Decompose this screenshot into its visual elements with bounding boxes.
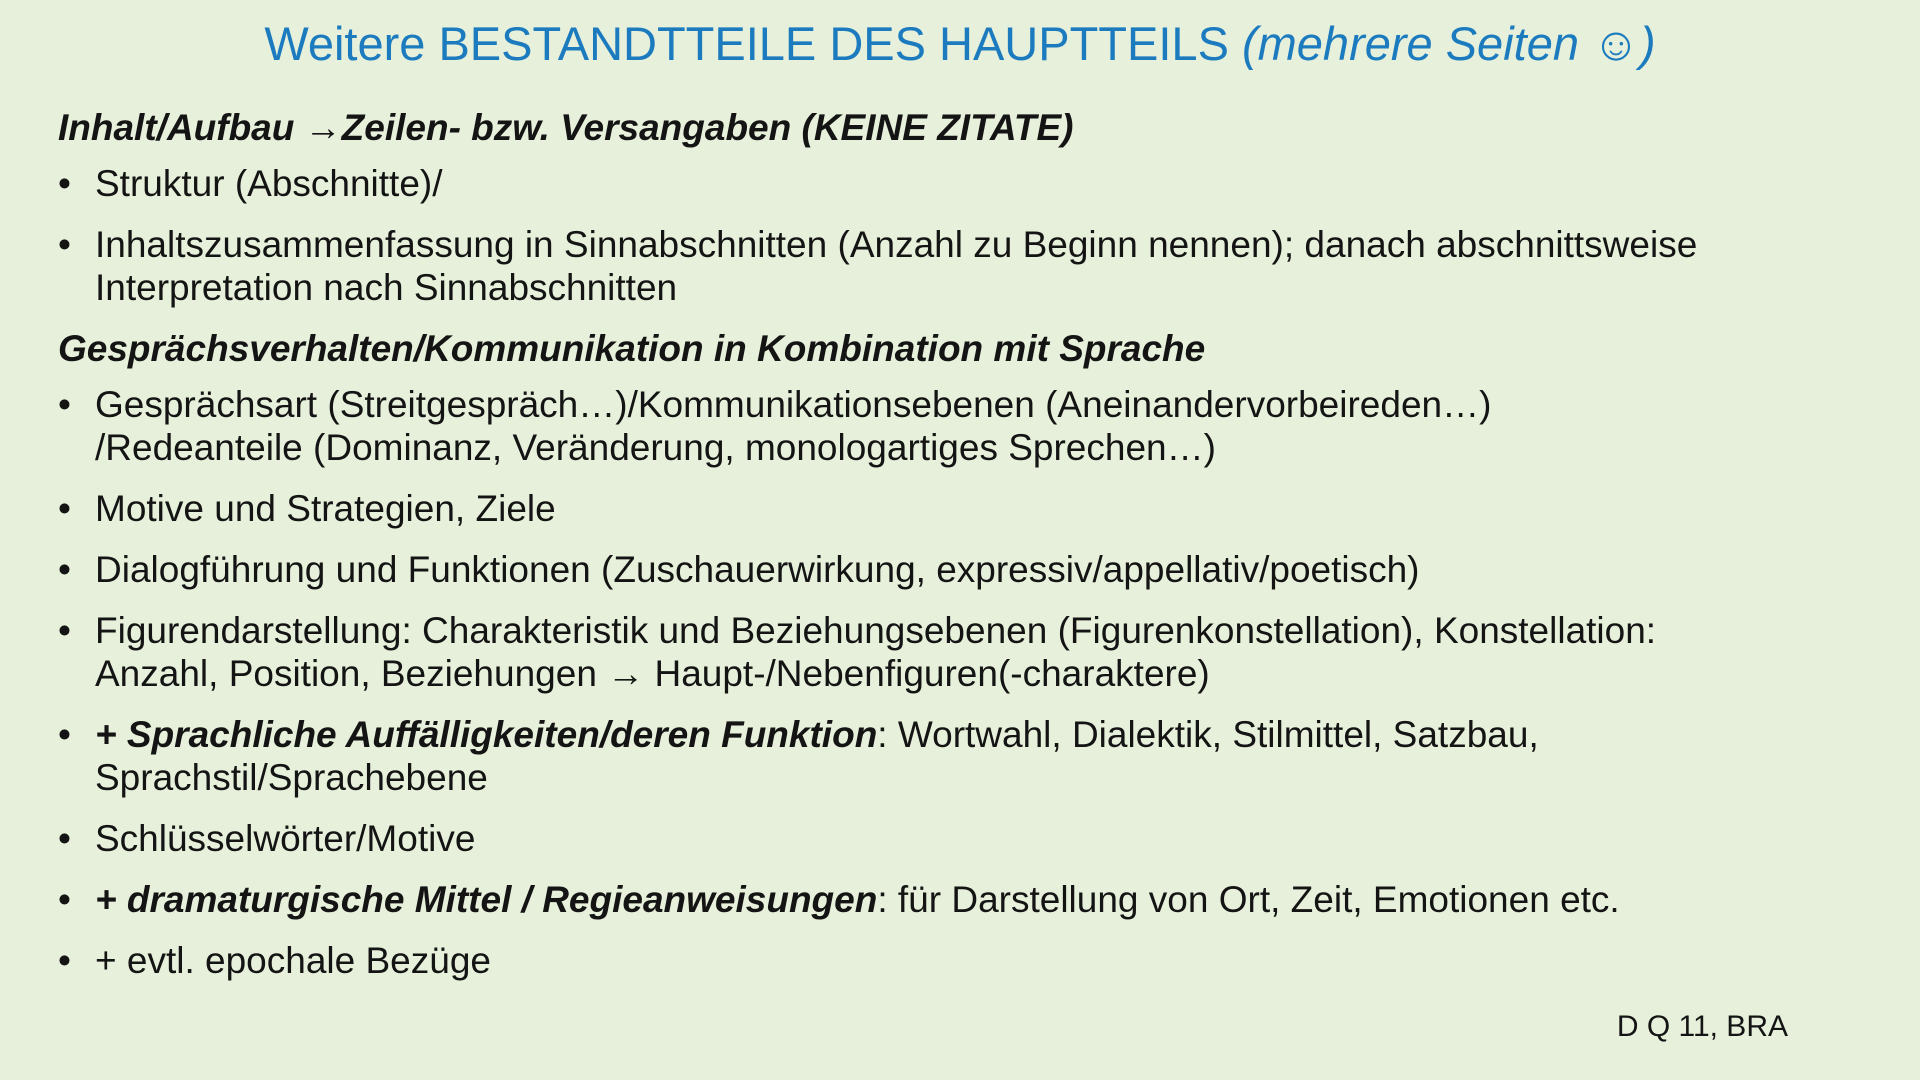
title-main: Weitere BESTANDTTEILE DES HAUPTTEILS bbox=[264, 17, 1229, 70]
bullet-icon: • bbox=[58, 163, 71, 204]
bullet-icon: • bbox=[58, 549, 71, 590]
title-subtitle: (mehrere Seiten ☺) bbox=[1241, 17, 1656, 70]
bullet-icon: • bbox=[58, 224, 71, 265]
list-item: • Inhaltszusammenfassung in Sinnabschnitten (Anzahl zu Beginn nennen); danach abschnittsweise Interpretation nach Sinnabschnitten bbox=[58, 224, 1698, 308]
arrow-icon: → bbox=[304, 107, 342, 148]
list-item: • + dramaturgische Mittel / Regieanweisungen: für Darstellung von Ort, Zeit, Emotionen etc. bbox=[58, 879, 1620, 920]
bullet-list-gespraech bbox=[58, 383, 1868, 982]
footer-label: D Q 11, BRA bbox=[1616, 1010, 1788, 1043]
list-item: • Gesprächsart (Streitgespräch…)/Kommunikationsebenen (Aneinandervorbeireden…) /Redeanteile (Dominanz, Veränderung, monologartiges Sprechen…) bbox=[58, 384, 1492, 468]
section-heading-inhalt: Inhalt/Aufbau →Zeilen- bzw. Versangaben (KEINE ZITATE) bbox=[58, 107, 1074, 148]
list-item: • Struktur (Abschnitte)/ bbox=[58, 163, 443, 204]
list-item: • Figurendarstellung: Charakteristik und Beziehungsebenen (Figurenkonstellation), Konstellation: Anzahl, Position, Beziehungen → Haupt-/Nebenfiguren(-charaktere) bbox=[58, 610, 1657, 694]
bullet-icon: • bbox=[58, 818, 71, 859]
bullet-icon: • bbox=[58, 879, 71, 920]
bullet-list-inhalt bbox=[58, 162, 1868, 309]
bullet-icon: • bbox=[58, 714, 71, 755]
bullet-icon: • bbox=[58, 940, 71, 981]
list-item: • Motive und Strategien, Ziele bbox=[58, 488, 556, 529]
bullet-icon: • bbox=[58, 488, 71, 529]
arrow-icon: → bbox=[607, 653, 645, 694]
list-item: • + evtl. epochale Bezüge bbox=[58, 940, 491, 981]
bullet-icon: • bbox=[58, 610, 71, 651]
list-item: • Schlüsselwörter/Motive bbox=[58, 818, 476, 859]
slide-title bbox=[0, 16, 1920, 71]
bullet-icon: • bbox=[58, 384, 71, 425]
slide-content bbox=[58, 106, 1868, 1000]
list-item: • + Sprachliche Auffälligkeiten/deren Funktion: Wortwahl, Dialektik, Stilmittel, Satzbau, Sprachstil/Sprachebene bbox=[58, 714, 1539, 798]
section-heading-gespraech: Gesprächsverhalten/Kommunikation in Kombination mit Sprache bbox=[58, 328, 1206, 369]
list-item: • Dialogführung und Funktionen (Zuschauerwirkung, expressiv/appellativ/poetisch) bbox=[58, 549, 1420, 590]
